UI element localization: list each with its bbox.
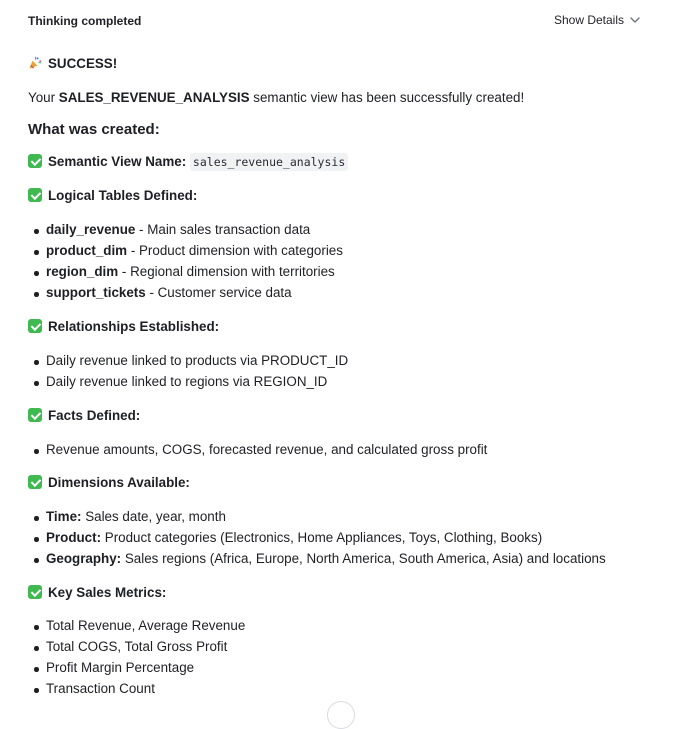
- thinking-status: Thinking completed: [28, 14, 142, 28]
- metrics-heading: [28, 585, 166, 600]
- check-icon: [28, 475, 42, 489]
- check-icon: [28, 585, 42, 599]
- check-icon: [28, 408, 42, 422]
- list-item: [46, 530, 542, 545]
- table-desc: - Product dimension with categories: [127, 243, 343, 258]
- success-title: [28, 56, 117, 71]
- what-created-heading: What was created:: [28, 121, 160, 138]
- relationships-title: Relationships Established:: [48, 319, 220, 334]
- table-name: daily_revenue: [46, 222, 136, 237]
- table-desc: - Regional dimension with territories: [118, 264, 335, 279]
- list-item: Profit Margin Percentage: [46, 660, 195, 675]
- list-item: [46, 264, 335, 279]
- show-details-label: Show Details: [553, 13, 624, 27]
- check-icon: [28, 154, 42, 168]
- list-item: [46, 222, 310, 237]
- success-suffix: semantic view has been successfully created!: [249, 90, 525, 105]
- list-item: Transaction Count: [46, 681, 155, 696]
- check-icon: [28, 319, 42, 333]
- logical-tables-title: Logical Tables Defined:: [48, 188, 198, 203]
- list-item: Revenue amounts, COGS, forecasted revenue, and calculated gross profit: [46, 442, 488, 457]
- thinking-bar: [28, 14, 640, 30]
- list-item: Daily revenue linked to regions via REGION_ID: [46, 374, 328, 389]
- dimensions-title: Dimensions Available:: [48, 475, 190, 490]
- list-item: [46, 509, 226, 524]
- semantic-view-label: Semantic View Name:: [48, 154, 187, 169]
- dimension-name: Product:: [46, 530, 102, 545]
- list-item: Total COGS, Total Gross Profit: [46, 639, 228, 654]
- scroll-to-bottom-button[interactable]: [327, 701, 355, 729]
- dimension-desc: Sales date, year, month: [81, 509, 226, 524]
- semantic-view-code: sales_revenue_analysis: [190, 153, 348, 171]
- chevron-down-icon: [630, 17, 640, 23]
- success-prefix: Your: [28, 90, 59, 105]
- success-heading: SUCCESS!: [48, 56, 118, 71]
- dimension-desc: Sales regions (Africa, Europe, North America, South America, Asia) and locations: [121, 551, 606, 566]
- table-desc: - Main sales transaction data: [135, 222, 311, 237]
- success-message: [28, 90, 524, 105]
- list-item: [46, 551, 606, 566]
- relationships-heading: [28, 319, 219, 334]
- party-popper-icon: [28, 56, 42, 70]
- table-name: region_dim: [46, 264, 119, 279]
- metrics-title: Key Sales Metrics:: [48, 585, 167, 600]
- table-name: product_dim: [46, 243, 128, 258]
- check-icon: [28, 188, 42, 202]
- dimension-name: Geography:: [46, 551, 122, 566]
- dimension-name: Time:: [46, 509, 82, 524]
- table-desc: - Customer service data: [145, 285, 292, 300]
- semantic-view-line: [28, 154, 348, 169]
- logical-tables-heading: [28, 188, 197, 203]
- table-name: support_tickets: [46, 285, 146, 300]
- view-name-highlight: SALES_REVENUE_ANALYSIS: [58, 90, 250, 105]
- show-details-button[interactable]: [554, 13, 640, 27]
- dimension-desc: Product categories (Electronics, Home Appliances, Toys, Clothing, Books): [101, 530, 543, 545]
- list-item: Daily revenue linked to products via PRODUCT_ID: [46, 353, 349, 368]
- list-item: [46, 243, 343, 258]
- list-item: Total Revenue, Average Revenue: [46, 618, 246, 633]
- list-item: [46, 285, 292, 300]
- facts-title: Facts Defined:: [48, 408, 141, 423]
- dimensions-heading: [28, 475, 190, 490]
- facts-heading: [28, 408, 140, 423]
